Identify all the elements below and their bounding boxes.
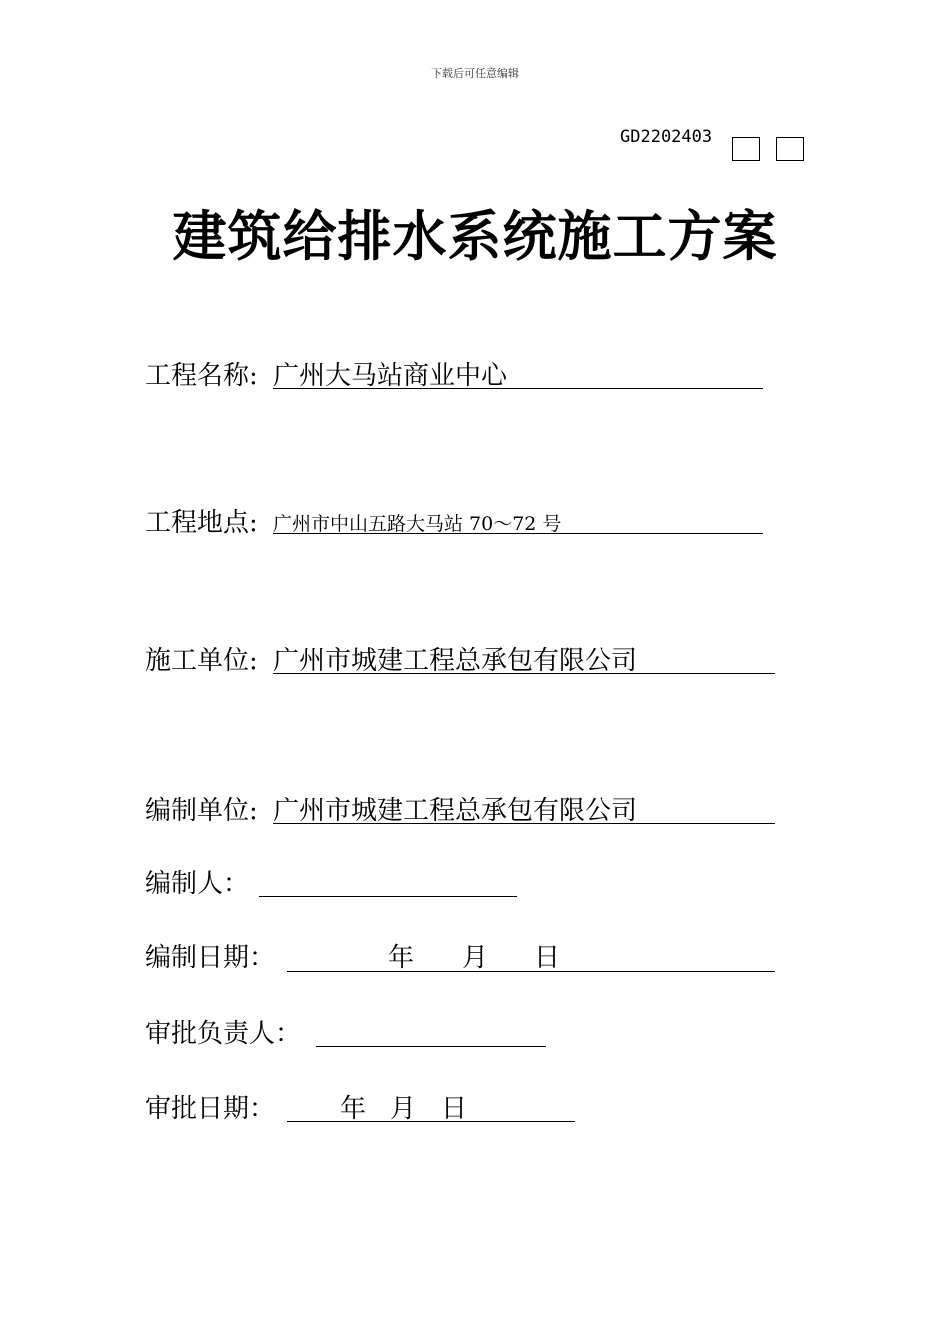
compile-date-month: 月 xyxy=(462,943,489,973)
document-title: 建筑给排水系统施工方案 xyxy=(172,205,778,268)
compile-date-underline[interactable] xyxy=(287,971,775,972)
document-code: GD2202403 xyxy=(620,127,713,147)
project-location-value: 广州市中山五路大马站 70～72 号 xyxy=(273,513,562,535)
compile-date-year: 年 xyxy=(388,943,415,973)
compiling-unit-value: 广州市城建工程总承包有限公司 xyxy=(273,796,638,826)
header-note: 下载后可任意编辑 xyxy=(431,67,519,80)
approver-label: 审批负责人： xyxy=(145,1019,302,1049)
construction-unit-label: 施工单位: xyxy=(145,646,258,676)
construction-unit-value: 广州市城建工程总承包有限公司 xyxy=(273,646,638,676)
compiler-underline[interactable] xyxy=(259,896,517,897)
construction-unit-underline xyxy=(273,673,775,674)
project-name-underline xyxy=(273,388,763,389)
project-name-label: 工程名称: xyxy=(145,361,258,391)
compiler-label: 编制人： xyxy=(145,869,250,899)
compile-date-day: 日 xyxy=(534,943,561,973)
approve-date-month: 月 xyxy=(390,1094,417,1124)
approve-date-label: 审批日期： xyxy=(145,1094,276,1124)
project-name-value: 广州大马站商业中心 xyxy=(273,361,508,391)
checkbox-2[interactable] xyxy=(776,137,804,161)
checkbox-1[interactable] xyxy=(732,137,760,161)
approve-date-underline[interactable] xyxy=(287,1121,575,1122)
approve-date-year: 年 xyxy=(340,1094,367,1124)
approve-date-day: 日 xyxy=(441,1094,468,1124)
approver-underline[interactable] xyxy=(316,1046,546,1047)
project-location-underline xyxy=(273,533,763,534)
compile-date-label: 编制日期： xyxy=(145,943,276,973)
compiling-unit-underline xyxy=(273,823,775,824)
project-location-label: 工程地点: xyxy=(145,508,258,538)
compiling-unit-label: 编制单位: xyxy=(145,796,258,826)
